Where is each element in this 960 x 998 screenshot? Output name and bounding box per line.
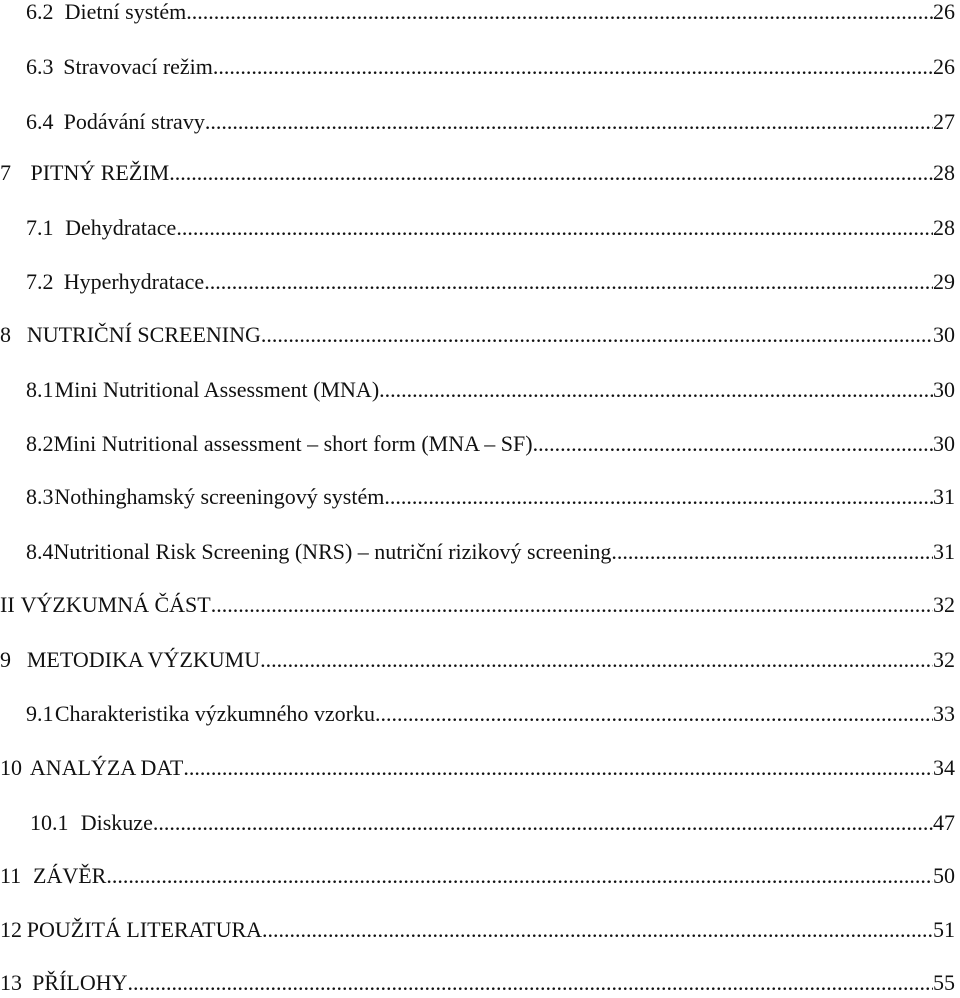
toc-entry-8[interactable] [0, 320, 955, 350]
toc-leader-dots [186, 0, 933, 27]
toc-entry-page: 33 [933, 701, 955, 726]
toc-entry-number: 11 [0, 863, 22, 888]
toc-leader-dots [213, 52, 933, 82]
toc-entry-number: 7.1 [26, 215, 54, 240]
toc-entry-10[interactable] [0, 753, 955, 783]
toc-entry-number: 9 [0, 647, 11, 672]
toc-leader-dots [611, 537, 933, 567]
toc-entry-page: 30 [933, 431, 955, 456]
toc-leader-dots [261, 320, 933, 350]
toc-leader-dots [106, 861, 933, 891]
toc-entry-number: 8.1 [26, 377, 54, 402]
toc-entry-title: Dietní systém [64, 0, 187, 24]
toc-entry-number: 9.1 [26, 701, 54, 726]
toc-entry-page: 55 [933, 970, 955, 995]
toc-entry-title: POUŽITÁ LITERATURA [26, 917, 263, 942]
toc-entry-title: Hyperhydratace [63, 269, 205, 294]
toc-entry-title: Podávání stravy [63, 109, 205, 134]
toc-entry-page: 28 [933, 215, 955, 240]
toc-leader-dots [204, 267, 933, 297]
toc-entry-number: 6.2 [26, 0, 54, 24]
toc-entry-page: 31 [933, 484, 955, 509]
toc-entry-title: PŘÍLOHY [32, 970, 128, 995]
toc-entry-number: 10 [0, 755, 22, 780]
toc-entry-13[interactable] [0, 968, 955, 998]
toc-leader-dots [169, 158, 933, 188]
toc-entry-part-ii[interactable] [0, 590, 955, 620]
toc-entry-12[interactable] [0, 915, 955, 945]
toc-entry-page: 31 [933, 539, 955, 564]
toc-leader-dots [260, 645, 933, 675]
toc-entry-page: 30 [933, 377, 955, 402]
toc-entry-page: 47 [933, 810, 955, 835]
toc-leader-dots [128, 968, 934, 998]
toc-entry-number: 8 [0, 322, 11, 347]
toc-entry-number: 7 [0, 160, 11, 185]
toc-entry-number: 10.1 [30, 810, 69, 835]
toc-entry-page: 28 [933, 160, 955, 185]
toc-entry-page: 30 [933, 322, 955, 347]
toc-entry-title: Mini Nutritional Assessment (MNA) [54, 377, 380, 402]
toc-entry-title: Nothinghamský screeningový systém [54, 484, 385, 509]
toc-entry-page: 32 [933, 592, 955, 617]
toc-leader-dots [176, 213, 933, 243]
toc-leader-dots [205, 107, 933, 137]
toc-leader-dots [262, 915, 933, 945]
toc-entry-number: 8.2 [26, 431, 54, 456]
toc-leader-dots [183, 753, 933, 783]
toc-entry-title: ANALÝZA DAT [29, 755, 184, 780]
toc-entry-page: 26 [933, 0, 955, 24]
toc-entry-7-1[interactable] [0, 213, 955, 243]
toc-entry-page: 34 [933, 755, 955, 780]
toc-entry-11[interactable] [0, 861, 955, 891]
toc-entry-number: 8.4 [26, 539, 54, 564]
toc-entry-page: 27 [933, 109, 955, 134]
toc-entry-number: 8.3 [26, 484, 54, 509]
toc-entry-number: 12 [0, 917, 22, 942]
toc-entry-number: 7.2 [26, 269, 54, 294]
toc-entry-title: Charakteristika výzkumného vzorku [54, 701, 376, 726]
toc-entry-page: 29 [933, 269, 955, 294]
toc-entry-7-2[interactable] [0, 267, 955, 297]
toc-entry-6-2[interactable] [0, 0, 955, 27]
toc-entry-page: 51 [933, 917, 955, 942]
toc-entry-page: 50 [933, 863, 955, 888]
toc-entry-9-1[interactable] [0, 699, 955, 729]
toc-leader-dots [384, 482, 933, 512]
toc-entry-8-3[interactable] [0, 482, 955, 512]
toc-entry-page: 26 [933, 54, 955, 79]
toc-leader-dots [211, 590, 933, 620]
toc-entry-8-4[interactable] [0, 537, 955, 567]
toc-leader-dots [375, 699, 933, 729]
toc-entry-title: METODIKA VÝZKUMU [26, 647, 261, 672]
toc-entry-title: VÝZKUMNÁ ČÁST [20, 592, 211, 617]
toc-entry-number: 13 [0, 970, 22, 995]
toc-leader-dots [379, 375, 933, 405]
toc-entry-8-2[interactable] [0, 429, 955, 459]
toc-entry-number: 6.3 [26, 54, 54, 79]
toc-entry-10-1[interactable] [0, 808, 955, 838]
toc-entry-6-4[interactable] [0, 107, 955, 137]
toc-entry-6-3[interactable] [0, 52, 955, 82]
toc-leader-dots [153, 808, 933, 838]
toc-entry-title: Diskuze [80, 810, 153, 835]
toc-entry-title: Dehydratace [65, 215, 177, 240]
toc-entry-9[interactable] [0, 645, 955, 675]
toc-entry-title: Nutritional Risk Screening (NRS) – nutriční rizikový screening [53, 539, 612, 564]
toc-leader-dots [533, 429, 933, 459]
toc-entry-7[interactable] [0, 158, 955, 188]
toc-entry-title: PITNÝ REŽIM [30, 160, 170, 185]
toc-entry-number: II [0, 592, 15, 617]
toc-entry-number: 6.4 [26, 109, 54, 134]
toc-entry-title: ZÁVĚR [33, 863, 107, 888]
toc-entry-title: NUTRIČNÍ SCREENING [26, 322, 261, 347]
toc-entry-title: Stravovací režim [63, 54, 213, 79]
toc-entry-8-1[interactable] [0, 375, 955, 405]
toc-entry-title: Mini Nutritional assessment – short form (MNA – SF) [53, 431, 533, 456]
toc-entry-page: 32 [933, 647, 955, 672]
